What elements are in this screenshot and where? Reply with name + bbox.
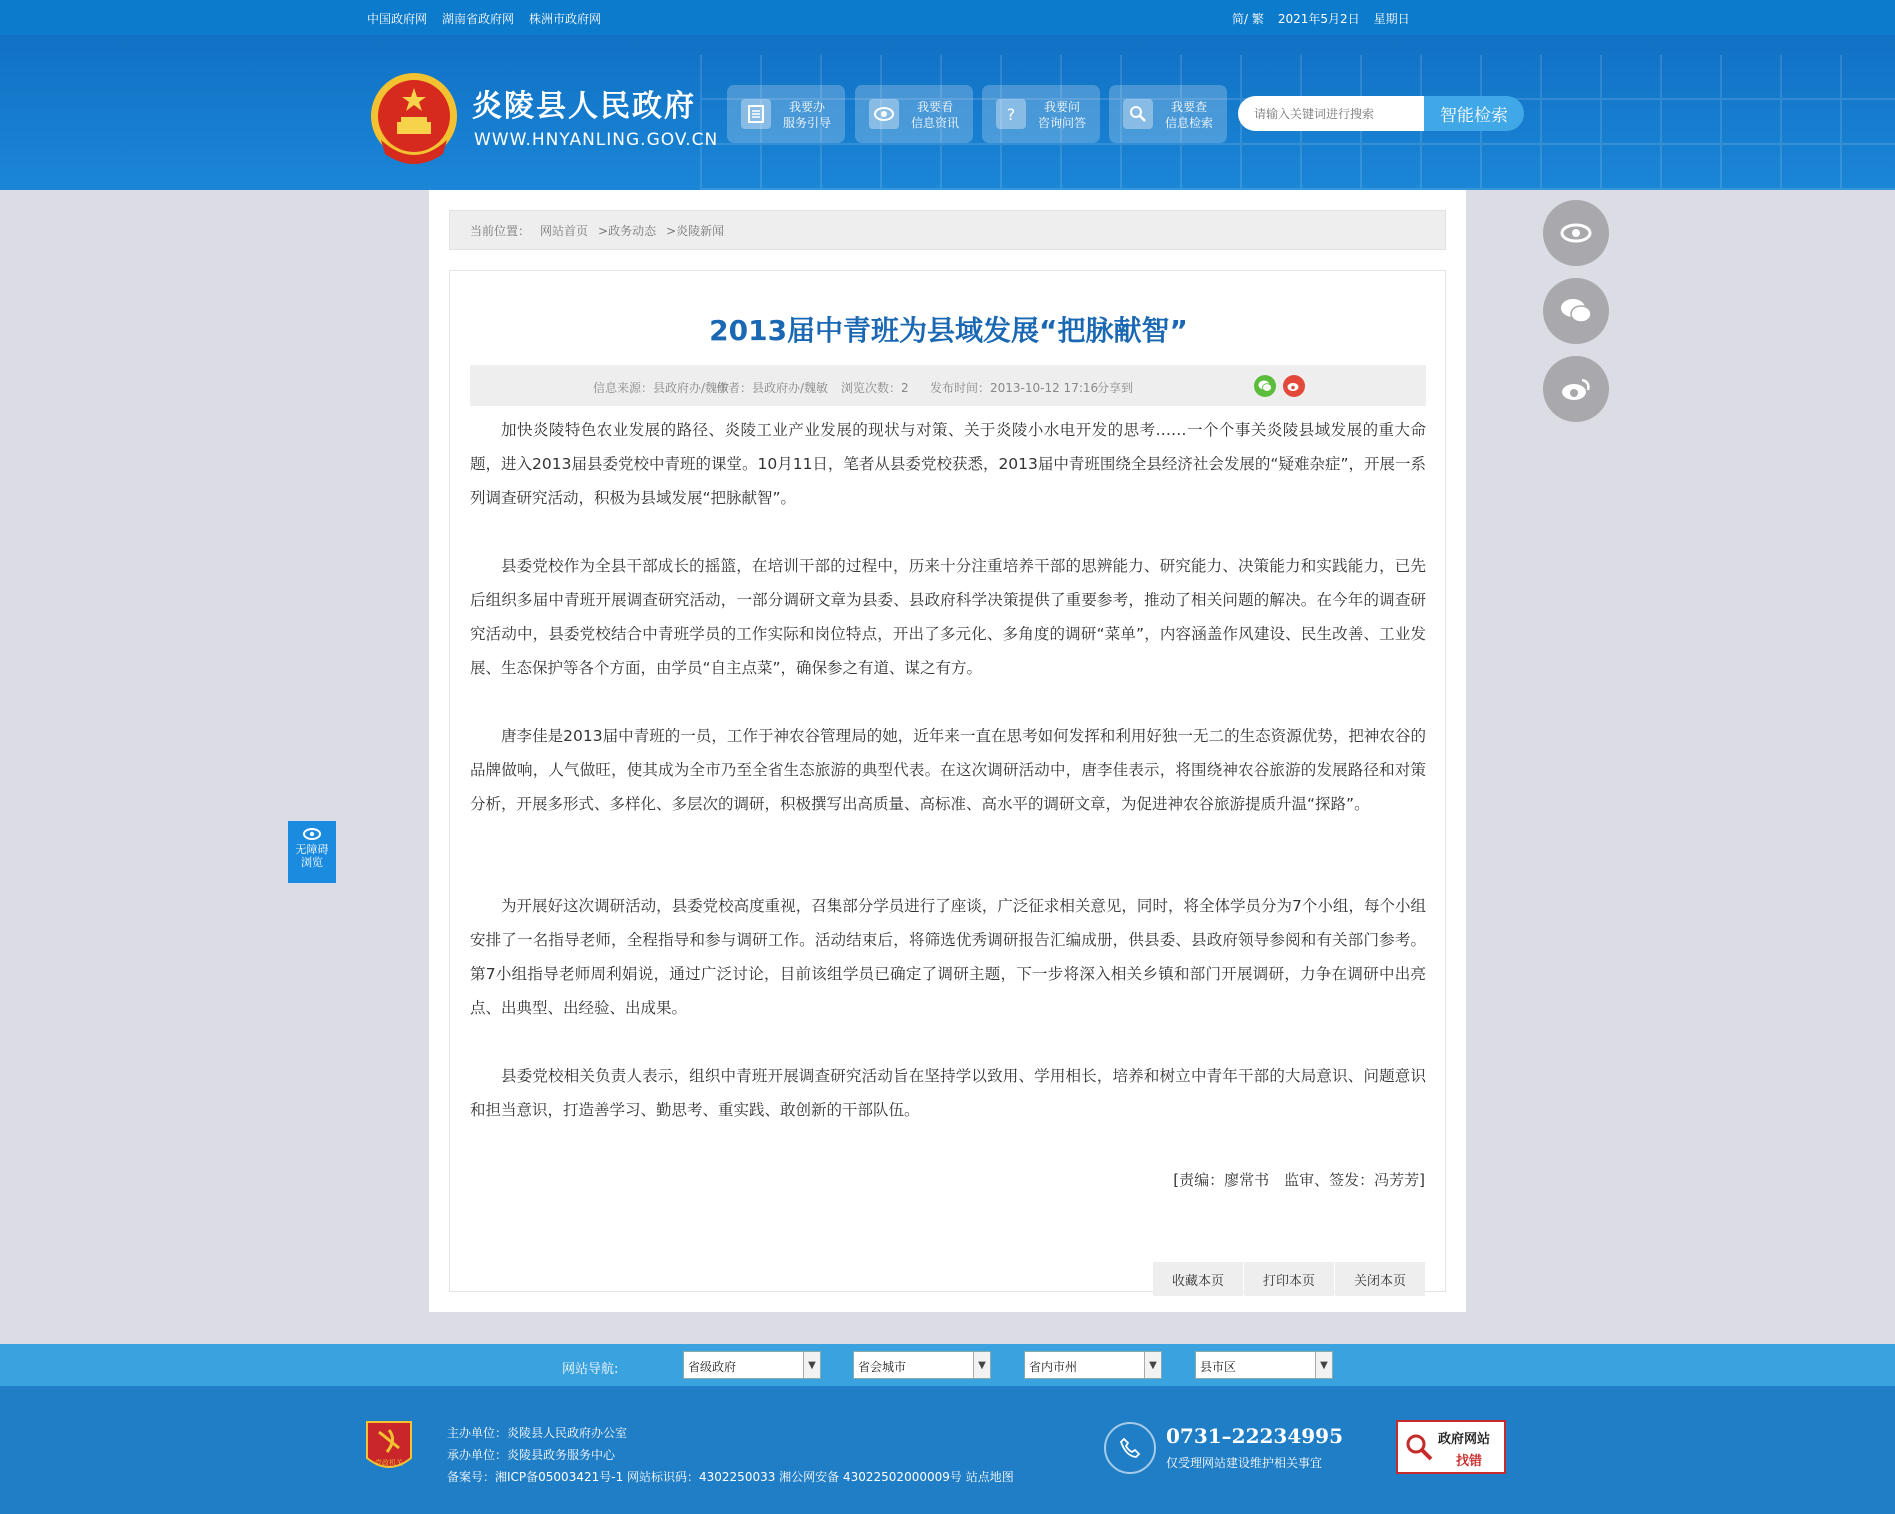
nav-information[interactable] [855, 85, 973, 143]
search-input[interactable] [1238, 96, 1424, 131]
eye-icon [303, 828, 321, 840]
national-emblem-logo[interactable] [367, 70, 461, 170]
select-value: 省级政府 [688, 1360, 737, 1374]
footer-site-nav [0, 1344, 1895, 1386]
print-page-button[interactable]: 打印本页 [1244, 1262, 1334, 1296]
breadcrumb-yanling-news[interactable]: >炎陵新闻 [666, 223, 725, 238]
accessibility-button[interactable] [288, 821, 336, 883]
chevron-down-icon: ▼ [803, 1352, 820, 1378]
side-eye-button[interactable] [1543, 200, 1609, 266]
nav-label-line2: 信息资讯 [910, 116, 959, 130]
breadcrumb-home[interactable]: 网站首页 [540, 223, 589, 238]
article-paragraph: 为开展好这次调研活动，县委党校高度重视，召集部分学员进行了座谈，广泛征求相关意见，同时，将全体学员分为7个小组，每个小组安排了一名指导老师，全程指导和参与调研工作。活动结束后，将筛选优秀调研报告汇编成册，供县委、县政府领导参阅和有关部门参考。第7小组指导老师周利娟说，通过广泛讨论，目前该组学员已确定了调研主题，下一步将深入相关乡镇和部门开展调研，力争在调研中出亮点、出典型、出经验、出成果。 [470, 897, 1426, 1017]
footer [0, 1386, 1895, 1514]
weibo-icon [1560, 376, 1592, 402]
breadcrumb-news[interactable]: >政务动态 [598, 223, 657, 238]
nav-label-line1: 我要看 [916, 100, 953, 114]
side-weibo-button[interactable] [1543, 356, 1609, 422]
article-meta [470, 365, 1426, 406]
article-editor: [责编：廖常书 监审、签发：冯芳芳] [1173, 1171, 1425, 1189]
error-report-button[interactable] [1396, 1420, 1506, 1474]
header [0, 35, 1895, 190]
meta-published: 发布时间：2013-10-12 17:16 [930, 381, 1099, 395]
link-gov-cn[interactable]: 中国政府网 [367, 12, 428, 26]
article-paragraph: 县委党校作为全县干部成长的摇篮，在培训干部的过程中，历来十分注重培养干部的思辨能力、研究能力、决策能力和实践能力，已先后组织多届中青班开展调查研究活动，一部分调研文章为县委、县政府科学决策提供了重要参考，推动了相关问题的解决。在今年的调查研究活动中，县委党校结合中青班学员的工作实际和岗位特点，开出了多元化、多角度的调研“菜单”，内容涵盖作风建设、民生改善、工业发展、生态保护等各个方面，由学员“自主点菜”，确保参之有道、谋之有方。 [470, 557, 1426, 677]
meta-author: 作者：县政府办/魏敏 [716, 381, 829, 395]
nav-label-line2: 信息检索 [1164, 116, 1213, 130]
svg-text:党政机关: 党政机关 [375, 1459, 403, 1467]
meta-source: 信息来源：县政府办/魏敏 [593, 381, 730, 395]
article-paragraph: 加快炎陵特色农业发展的路径、炎陵工业产业发展的现状与对策、关于炎陵小水电开发的思考……一个个事关炎陵县域发展的重大命题，进入2013届县委党校中青班的课堂。10月11日，笔者从县委党校获悉，2013届中青班围绕全县经济社会发展的“疑难杂症”，开展一系列调查研究活动，积极为县域发展“把脉献智”。 [470, 421, 1426, 507]
main-content [429, 190, 1466, 1312]
error-report-line2: 找错 [1456, 1454, 1483, 1469]
select-value: 省会城市 [858, 1360, 907, 1374]
select-provincial-gov[interactable] [683, 1351, 821, 1379]
nav-label-line2: 咨询问答 [1037, 116, 1086, 130]
contact-phone-note: 仅受理网站建设维护相关事宜 [1166, 1456, 1323, 1470]
search-button[interactable]: 智能检索 [1424, 96, 1524, 131]
nav-retrieval[interactable] [1109, 85, 1227, 143]
question-icon: ? [996, 99, 1026, 129]
site-url: WWW.HNYANLING.GOV.CN [474, 130, 719, 150]
article [449, 270, 1446, 1292]
eye-icon [869, 99, 899, 129]
site-nav-label: 网站导航: [562, 1362, 619, 1377]
phone-icon [1104, 1422, 1156, 1474]
share-label: 分享到 [1097, 381, 1134, 395]
top-right [1232, 10, 1410, 27]
search-icon [1123, 99, 1153, 129]
select-prefectures[interactable] [1024, 1351, 1162, 1379]
wechat-share-icon[interactable] [1254, 375, 1276, 397]
bookmark-page-button[interactable]: 收藏本页 [1153, 1262, 1243, 1296]
top-bar [0, 0, 1895, 35]
footer-host: 主办单位：炎陵县人民政府办公室 [447, 1426, 628, 1440]
nav-label-line2: 服务引导 [782, 116, 831, 130]
current-weekday: 星期日 [1373, 12, 1410, 26]
nav-service-guide[interactable] [727, 85, 845, 143]
site-title: 炎陵县人民政府 [472, 89, 696, 124]
close-page-button[interactable]: 关闭本页 [1335, 1262, 1425, 1296]
article-title: 2013届中青班为县域发展“把脉献智” [709, 314, 1188, 347]
side-wechat-button[interactable] [1543, 278, 1609, 344]
select-counties[interactable] [1195, 1351, 1333, 1379]
magnifier-icon [1404, 1432, 1434, 1462]
current-date: 2021年5月2日 [1277, 12, 1360, 26]
link-zhuzhou-gov[interactable]: 株洲市政府网 [529, 12, 602, 26]
article-paragraph: 县委党校相关负责人表示，组织中青班开展调查研究活动旨在坚持学以致用、学用相长，培养和树立中青年干部的大局意识、问题意识和担当意识，打造善学习、勤思考、重实践、敢创新的干部队伍。 [470, 1067, 1426, 1119]
wechat-icon [1560, 298, 1592, 324]
nav-consult[interactable] [982, 85, 1100, 143]
article-paragraph: 唐李佳是2013届中青班的一员，工作于神农谷管理局的她，近年来一直在思考如何发挥和利用好独一无二的生态资源优势，把神农谷的品牌做响，人气做旺，使其成为全市乃至全省生态旅游的典型代表。在这次调研活动中，唐李佳表示，将围绕神农谷旅游的发展路径和对策分析，开展多形式、多样化、多层次的调研，积极撰写出高质量、高标准、高水平的调研文章，为促进神农谷旅游提质升温“探路”。 [470, 727, 1426, 813]
link-hunan-gov[interactable]: 湖南省政府网 [442, 12, 515, 26]
eye-icon [1560, 223, 1592, 243]
footer-record[interactable]: 备案号：湘ICP备05003421号-1 网站标识码：4302250033 湘公网安备 43022502000009号 站点地图 [447, 1470, 1014, 1484]
nav-label-line1: 我要问 [1043, 100, 1080, 114]
accessibility-label-line2: 浏览 [301, 856, 323, 869]
error-report-line1: 政府网站 [1438, 1432, 1491, 1447]
top-links [367, 10, 601, 27]
weibo-share-icon[interactable] [1283, 375, 1305, 397]
chevron-down-icon: ▼ [1144, 1352, 1161, 1378]
chevron-down-icon: ▼ [973, 1352, 990, 1378]
nav-label-line1: 我要查 [1170, 100, 1207, 114]
document-icon [741, 99, 771, 129]
select-value: 省内市州 [1029, 1360, 1078, 1374]
select-value: 县市区 [1200, 1360, 1237, 1374]
select-capital-cities[interactable] [853, 1351, 991, 1379]
breadcrumb [449, 210, 1446, 250]
chevron-down-icon: ▼ [1315, 1352, 1332, 1378]
language-toggle[interactable]: 简/ 繁 [1232, 12, 1264, 26]
contact-phone: 0731–22234995 [1166, 1424, 1343, 1448]
footer-info [447, 1422, 1014, 1488]
meta-views: 浏览次数：2 [841, 381, 909, 395]
party-government-logo[interactable] [363, 1418, 415, 1478]
accessibility-label-line1: 无障碍 [295, 843, 329, 856]
breadcrumb-label: 当前位置： [470, 223, 531, 238]
footer-organizer: 承办单位：炎陵县政务服务中心 [447, 1448, 616, 1462]
nav-label-line1: 我要办 [788, 100, 825, 114]
